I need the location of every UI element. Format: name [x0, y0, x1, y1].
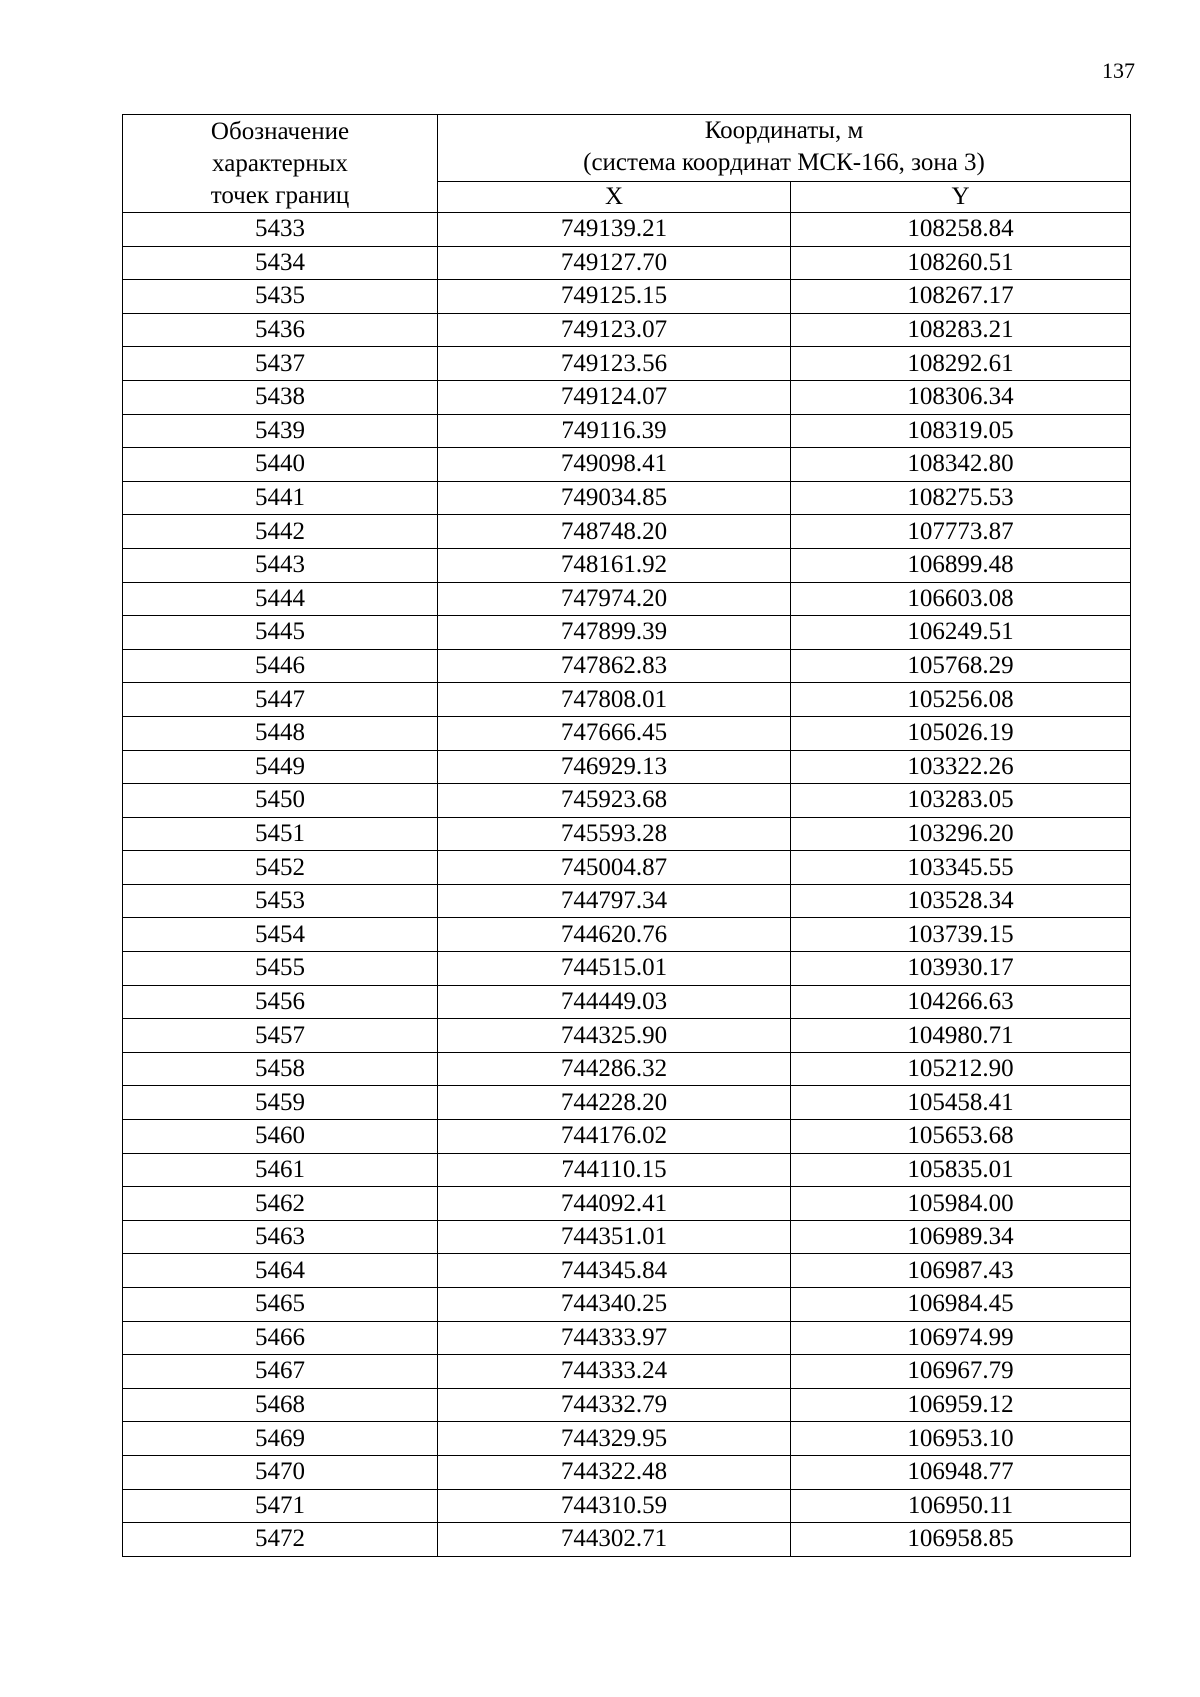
table-row — [123, 448, 1131, 482]
y-coordinate-cell: 108319.05 — [791, 414, 1131, 448]
y-coordinate-cell: 106249.51 — [791, 616, 1131, 650]
table-row — [123, 716, 1131, 750]
table-row — [123, 1187, 1131, 1221]
table-row — [123, 246, 1131, 280]
table-row — [123, 481, 1131, 515]
point-id-cell: 5452 — [123, 851, 438, 885]
table-row — [123, 380, 1131, 414]
y-coordinate-cell: 108267.17 — [791, 280, 1131, 314]
y-coordinate-cell: 106989.34 — [791, 1220, 1131, 1254]
y-coordinate-cell: 106958.85 — [791, 1523, 1131, 1557]
y-coordinate-cell: 108283.21 — [791, 313, 1131, 347]
y-coordinate-cell: 104980.71 — [791, 1019, 1131, 1053]
table-row — [123, 1220, 1131, 1254]
point-id-cell: 5466 — [123, 1321, 438, 1355]
y-coordinate-cell: 106603.08 — [791, 582, 1131, 616]
table-row — [123, 347, 1131, 381]
x-coordinate-cell: 744310.59 — [438, 1489, 791, 1523]
point-label-header — [123, 115, 438, 213]
x-coordinate-cell: 745004.87 — [438, 851, 791, 885]
y-coordinate-cell: 106967.79 — [791, 1355, 1131, 1389]
point-id-cell: 5444 — [123, 582, 438, 616]
point-id-cell: 5460 — [123, 1120, 438, 1154]
x-coordinate-cell: 749125.15 — [438, 280, 791, 314]
table-row — [123, 414, 1131, 448]
x-coordinate-cell: 744228.20 — [438, 1086, 791, 1120]
table-row — [123, 1388, 1131, 1422]
point-id-cell: 5451 — [123, 817, 438, 851]
y-coordinate-cell: 106974.99 — [791, 1321, 1131, 1355]
point-id-cell: 5453 — [123, 884, 438, 918]
point-id-cell: 5458 — [123, 1052, 438, 1086]
y-coordinate-cell: 108306.34 — [791, 380, 1131, 414]
y-coordinate-cell: 106959.12 — [791, 1388, 1131, 1422]
table-row — [123, 1355, 1131, 1389]
y-coordinate-cell: 106899.48 — [791, 548, 1131, 582]
point-id-cell: 5439 — [123, 414, 438, 448]
y-coordinate-cell: 105768.29 — [791, 649, 1131, 683]
table-row — [123, 616, 1131, 650]
point-id-cell: 5455 — [123, 952, 438, 986]
x-coordinate-cell: 747862.83 — [438, 649, 791, 683]
point-id-cell: 5437 — [123, 347, 438, 381]
x-coordinate-cell: 744351.01 — [438, 1220, 791, 1254]
table-row — [123, 1422, 1131, 1456]
x-coordinate-cell: 749127.70 — [438, 246, 791, 280]
table-row — [123, 649, 1131, 683]
x-coordinate-cell: 747808.01 — [438, 683, 791, 717]
x-coordinate-cell: 749116.39 — [438, 414, 791, 448]
y-coordinate-cell: 106987.43 — [791, 1254, 1131, 1288]
point-id-cell: 5442 — [123, 515, 438, 549]
x-coordinate-cell: 744620.76 — [438, 918, 791, 952]
coordinates-header-line-1: Координаты, м — [704, 117, 864, 144]
x-coordinate-cell: 748748.20 — [438, 515, 791, 549]
table-row — [123, 1455, 1131, 1489]
table-row — [123, 1052, 1131, 1086]
y-coordinate-cell: 108342.80 — [791, 448, 1131, 482]
x-coordinate-cell: 744332.79 — [438, 1388, 791, 1422]
table-row — [123, 683, 1131, 717]
table-row — [123, 213, 1131, 247]
table-row — [123, 280, 1131, 314]
point-id-cell: 5457 — [123, 1019, 438, 1053]
point-id-cell: 5446 — [123, 649, 438, 683]
x-coordinate-cell: 749139.21 — [438, 213, 791, 247]
page-number: 137 — [1102, 58, 1135, 83]
y-coordinate-cell: 103345.55 — [791, 851, 1131, 885]
point-id-cell: 5435 — [123, 280, 438, 314]
x-coordinate-cell: 749124.07 — [438, 380, 791, 414]
table-row — [123, 515, 1131, 549]
point-id-cell: 5441 — [123, 481, 438, 515]
table-row — [123, 985, 1131, 1019]
table-row — [123, 851, 1131, 885]
table-row — [123, 1120, 1131, 1154]
table-row — [123, 313, 1131, 347]
x-coordinate-cell: 744325.90 — [438, 1019, 791, 1053]
point-id-cell: 5438 — [123, 380, 438, 414]
point-id-cell: 5443 — [123, 548, 438, 582]
point-id-cell: 5440 — [123, 448, 438, 482]
coordinates-header-line-2: (система координат МСК-166, зона 3) — [583, 149, 985, 176]
x-coordinate-cell: 745593.28 — [438, 817, 791, 851]
point-id-cell: 5434 — [123, 246, 438, 280]
point-id-cell: 5449 — [123, 750, 438, 784]
y-coordinate-cell: 105212.90 — [791, 1052, 1131, 1086]
x-coordinate-cell: 748161.92 — [438, 548, 791, 582]
x-coordinate-cell: 747974.20 — [438, 582, 791, 616]
point-id-cell: 5470 — [123, 1455, 438, 1489]
x-coordinate-cell: 744110.15 — [438, 1153, 791, 1187]
y-coordinate-cell: 106948.77 — [791, 1455, 1131, 1489]
x-coordinate-cell: 744176.02 — [438, 1120, 791, 1154]
x-coordinate-cell: 749123.07 — [438, 313, 791, 347]
y-coordinate-cell: 103296.20 — [791, 817, 1131, 851]
y-coordinate-cell: 108260.51 — [791, 246, 1131, 280]
table-row — [123, 884, 1131, 918]
table-row — [123, 1489, 1131, 1523]
y-coordinate-cell: 103739.15 — [791, 918, 1131, 952]
y-coordinate-cell: 105458.41 — [791, 1086, 1131, 1120]
x-column-header: X — [438, 182, 791, 213]
table-row — [123, 1153, 1131, 1187]
table-row — [123, 1523, 1131, 1557]
x-coordinate-cell: 747666.45 — [438, 716, 791, 750]
point-id-cell: 5467 — [123, 1355, 438, 1389]
point-id-cell: 5454 — [123, 918, 438, 952]
x-coordinate-cell: 745923.68 — [438, 784, 791, 818]
y-coordinate-cell: 108275.53 — [791, 481, 1131, 515]
y-coordinate-cell: 106953.10 — [791, 1422, 1131, 1456]
point-id-cell: 5471 — [123, 1489, 438, 1523]
point-id-cell: 5463 — [123, 1220, 438, 1254]
x-coordinate-cell: 744333.24 — [438, 1355, 791, 1389]
point-id-cell: 5447 — [123, 683, 438, 717]
y-coordinate-cell: 108258.84 — [791, 213, 1131, 247]
x-coordinate-cell: 744322.48 — [438, 1455, 791, 1489]
x-coordinate-cell: 747899.39 — [438, 616, 791, 650]
y-coordinate-cell: 105984.00 — [791, 1187, 1131, 1221]
point-id-cell: 5468 — [123, 1388, 438, 1422]
table-row — [123, 1019, 1131, 1053]
table-row — [123, 750, 1131, 784]
x-coordinate-cell: 749034.85 — [438, 481, 791, 515]
point-label-header-line-2: характерных — [212, 149, 348, 177]
table-header — [123, 115, 1131, 213]
table-row — [123, 1321, 1131, 1355]
point-id-cell: 5461 — [123, 1153, 438, 1187]
x-coordinate-cell: 744797.34 — [438, 884, 791, 918]
point-id-cell: 5436 — [123, 313, 438, 347]
x-coordinate-cell: 749123.56 — [438, 347, 791, 381]
y-coordinate-cell: 103283.05 — [791, 784, 1131, 818]
x-coordinate-cell: 744449.03 — [438, 985, 791, 1019]
x-coordinate-cell: 744329.95 — [438, 1422, 791, 1456]
y-coordinate-cell: 107773.87 — [791, 515, 1131, 549]
table-row — [123, 548, 1131, 582]
table-row — [123, 1254, 1131, 1288]
point-label-header-line-3: точек границ — [210, 181, 350, 209]
point-label-header-line-1: Обозначение — [210, 117, 350, 145]
point-id-cell: 5469 — [123, 1422, 438, 1456]
x-coordinate-cell: 744286.32 — [438, 1052, 791, 1086]
point-id-cell: 5445 — [123, 616, 438, 650]
y-coordinate-cell: 108292.61 — [791, 347, 1131, 381]
x-coordinate-cell: 744345.84 — [438, 1254, 791, 1288]
y-coordinate-cell: 105256.08 — [791, 683, 1131, 717]
y-coordinate-cell: 106950.11 — [791, 1489, 1131, 1523]
table-row — [123, 1288, 1131, 1322]
coordinates-header — [438, 115, 1131, 182]
point-id-cell: 5472 — [123, 1523, 438, 1557]
y-coordinate-cell: 106984.45 — [791, 1288, 1131, 1322]
y-coordinate-cell: 105026.19 — [791, 716, 1131, 750]
table-row — [123, 1086, 1131, 1120]
table-row — [123, 582, 1131, 616]
x-coordinate-cell: 744333.97 — [438, 1321, 791, 1355]
table-row — [123, 817, 1131, 851]
coordinates-table — [122, 114, 1131, 1557]
point-id-cell: 5450 — [123, 784, 438, 818]
y-coordinate-cell: 104266.63 — [791, 985, 1131, 1019]
point-id-cell: 5456 — [123, 985, 438, 1019]
point-id-cell: 5462 — [123, 1187, 438, 1221]
table-row — [123, 784, 1131, 818]
point-id-cell: 5465 — [123, 1288, 438, 1322]
x-coordinate-cell: 744092.41 — [438, 1187, 791, 1221]
y-coordinate-cell: 103322.26 — [791, 750, 1131, 784]
table-body — [123, 213, 1131, 1557]
point-id-cell: 5464 — [123, 1254, 438, 1288]
table-row — [123, 918, 1131, 952]
y-coordinate-cell: 103528.34 — [791, 884, 1131, 918]
point-id-cell: 5459 — [123, 1086, 438, 1120]
y-column-header: Y — [791, 182, 1131, 213]
point-id-cell: 5448 — [123, 716, 438, 750]
x-coordinate-cell: 744302.71 — [438, 1523, 791, 1557]
x-coordinate-cell: 744340.25 — [438, 1288, 791, 1322]
y-coordinate-cell: 105835.01 — [791, 1153, 1131, 1187]
x-coordinate-cell: 749098.41 — [438, 448, 791, 482]
x-coordinate-cell: 744515.01 — [438, 952, 791, 986]
x-coordinate-cell: 746929.13 — [438, 750, 791, 784]
y-coordinate-cell: 103930.17 — [791, 952, 1131, 986]
y-coordinate-cell: 105653.68 — [791, 1120, 1131, 1154]
table-row — [123, 952, 1131, 986]
point-id-cell: 5433 — [123, 213, 438, 247]
